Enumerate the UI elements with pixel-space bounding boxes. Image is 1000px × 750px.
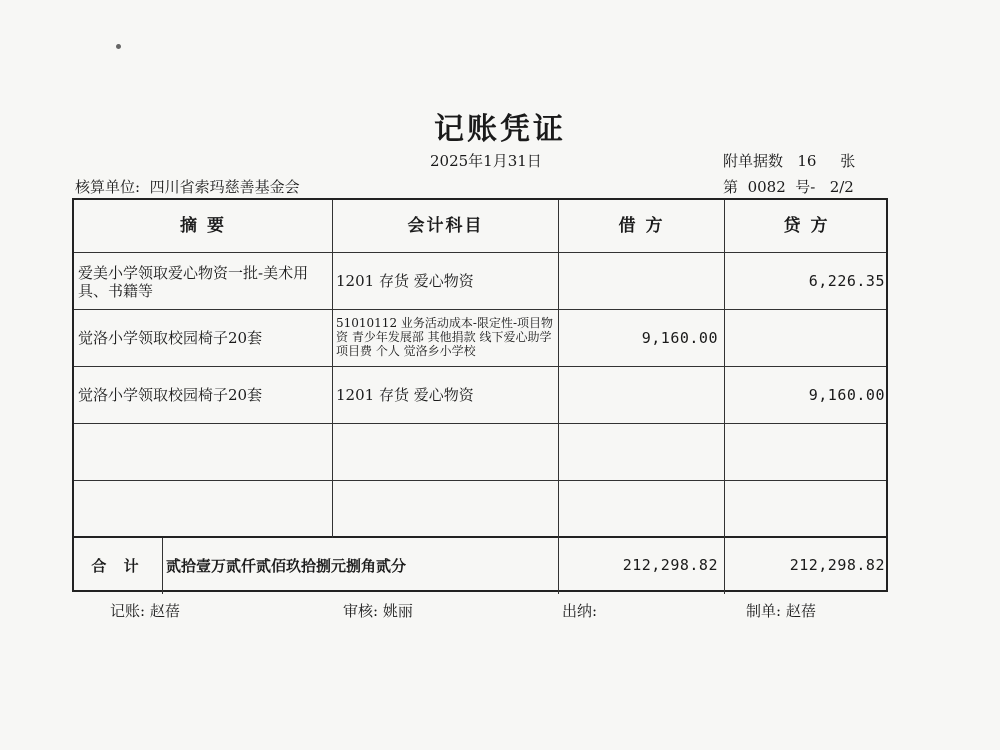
accounting-unit [75, 176, 300, 197]
row-account: 1201 存货 爱心物资 [336, 272, 474, 290]
row-divider [74, 423, 886, 424]
reviewer-signature: 审核: 姚丽 [343, 602, 413, 620]
total-amount-words: 贰拾壹万贰仟贰佰玖拾捌元捌角贰分 [166, 557, 407, 575]
voucher-no: 0082 [747, 178, 786, 196]
voucher-date: 2025年1月31日 [430, 152, 542, 170]
voucher-title: 记账凭证 [434, 112, 566, 147]
header-account: 会计科目 [407, 216, 484, 236]
voucher-number [723, 176, 854, 197]
cashier-signature: 出纳: [562, 602, 598, 620]
attachment-count: 16 [797, 152, 817, 170]
preparer-signature: 制单: 赵蓓 [746, 602, 816, 620]
column-divider [558, 200, 559, 594]
row-divider [74, 366, 886, 367]
voucher-prefix: 第 [723, 178, 739, 196]
total-label-divider [162, 538, 163, 594]
row-summary: 觉洛小学领取校园椅子20套 [78, 386, 263, 404]
total-label: 合 计 [91, 557, 145, 575]
row-summary: 觉洛小学领取校园椅子20套 [78, 329, 263, 347]
row-divider [74, 480, 886, 481]
bookkeeper-signature: 记账: 赵蓓 [110, 602, 180, 620]
row-summary: 爱美小学领取爱心物资一批-美术用具、书籍等 [78, 264, 309, 300]
row-credit: 6,226.35 [808, 272, 885, 290]
header-summary: 摘 要 [180, 216, 226, 236]
scan-speck [116, 44, 121, 49]
total-credit: 212,298.82 [789, 556, 885, 574]
row-account: 51010112 业务活动成本-限定性-项目物资 青少年发展部 其他捐款 线下爱心助学 项目费 个人 觉洛乡小学校 [336, 316, 554, 358]
voucher-suffix: 号- [795, 178, 816, 196]
accounting-unit-value: 四川省索玛慈善基金会 [149, 178, 300, 196]
row-divider [74, 252, 886, 253]
voucher-page: 2/2 [829, 178, 854, 196]
row-divider [74, 309, 886, 310]
total-debit: 212,298.82 [622, 556, 718, 574]
voucher-table [72, 198, 888, 592]
header-debit: 借 方 [618, 216, 665, 236]
row-credit: 9,160.00 [808, 386, 885, 404]
attachment-unit: 张 [840, 152, 856, 170]
attachment-info [723, 150, 855, 171]
accounting-unit-label: 核算单位: [75, 178, 141, 196]
attachment-label: 附单据数 [723, 152, 784, 170]
row-debit: 9,160.00 [641, 329, 718, 347]
row-account: 1201 存货 爱心物资 [336, 386, 474, 404]
header-credit: 贷 方 [783, 216, 830, 236]
